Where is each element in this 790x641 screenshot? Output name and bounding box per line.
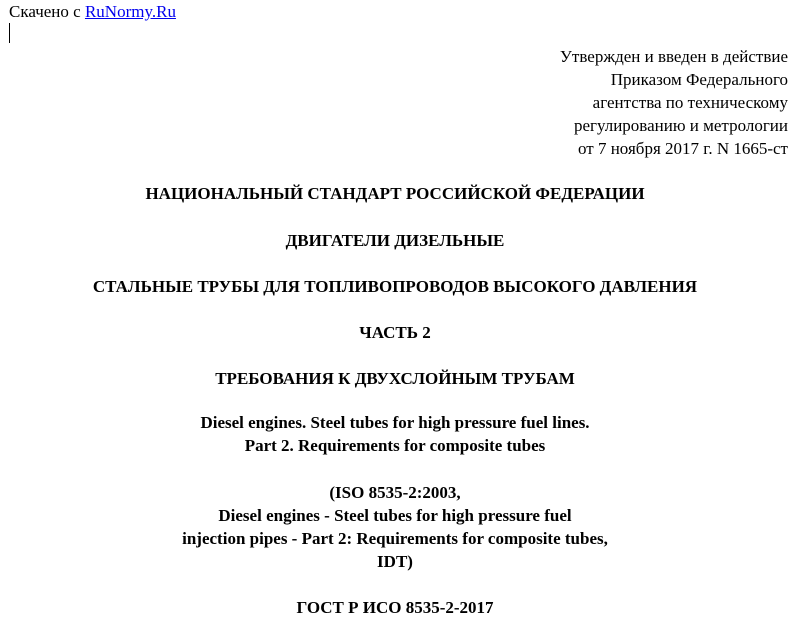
english-title-line: Diesel engines. Steel tubes for high pressure fuel lines.	[200, 413, 590, 432]
iso-reference-line: IDT)	[377, 552, 413, 571]
download-source-line	[9, 2, 176, 22]
text-cursor	[9, 23, 10, 43]
approval-line: Приказом Федерального	[610, 70, 788, 89]
approval-line: агентства по техническому	[592, 93, 788, 112]
runormy-link[interactable]: RuNormy.Ru	[84, 2, 176, 21]
gost-designation-text: ГОСТ Р ИСО 8535-2-2017	[296, 598, 494, 617]
download-prefix: Скачено с	[9, 2, 81, 21]
approval-block	[560, 45, 788, 160]
title-line: ТРЕБОВАНИЯ К ДВУХСЛОЙНЫМ ТРУБАМ	[215, 369, 575, 388]
english-title	[0, 411, 790, 457]
iso-reference-line: (ISO 8535-2:2003,	[329, 483, 461, 502]
approval-line: Утвержден и введен в действие	[559, 47, 788, 66]
title-heading-2	[0, 275, 790, 298]
title-heading-4	[0, 367, 790, 390]
standard-name: НАЦИОНАЛЬНЫЙ СТАНДАРТ РОССИЙСКОЙ ФЕДЕРАЦИИ	[145, 184, 645, 203]
standard-name-heading	[0, 182, 790, 205]
english-title-line: Part 2. Requirements for composite tubes	[244, 436, 546, 455]
approval-line: от 7 ноября 2017 г. N 1665-ст	[578, 139, 788, 158]
iso-reference-line: Diesel engines - Steel tubes for high pressure fuel	[218, 506, 572, 525]
iso-reference-line: injection pipes - Part 2: Requirements for composite tubes,	[182, 529, 608, 548]
gost-designation	[0, 596, 790, 619]
title-line: ДВИГАТЕЛИ ДИЗЕЛЬНЫЕ	[285, 231, 505, 250]
approval-line: регулированию и метрологии	[573, 116, 788, 135]
iso-reference	[0, 481, 790, 573]
title-heading-3	[0, 321, 790, 344]
title-line: СТАЛЬНЫЕ ТРУБЫ ДЛЯ ТОПЛИВОПРОВОДОВ ВЫСОКОГО ДАВЛЕНИЯ	[92, 277, 698, 296]
title-line: ЧАСТЬ 2	[359, 323, 431, 342]
title-heading-1	[0, 229, 790, 252]
